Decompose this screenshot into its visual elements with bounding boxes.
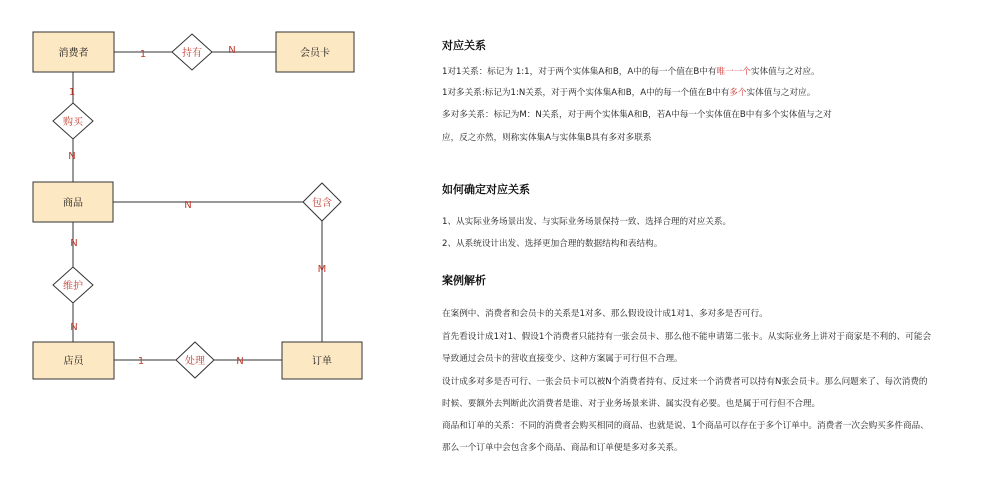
determine-item-2: 2、从系统设计出发、选择更加合理的数据结构和表结构。: [442, 239, 663, 249]
one-to-many-text-before: 1对多关系:标记为1:N关系，对于两个实体集A和B，A中的每一个值在B中有: [442, 88, 730, 98]
one-to-one-highlight: 唯一一个: [716, 67, 751, 77]
relationship-contains-label: 包含: [312, 198, 332, 209]
case-paragraph-2-line1: 首先看设计成1对1、假设1个消费者只能持有一张会员卡、那么他不能申请第二张卡。从实际业务上讲对于商家是不利的、可能会: [442, 332, 932, 342]
entity-product: [33, 182, 113, 222]
relationship-holds-label: 持有: [182, 48, 202, 59]
cardinality-handles-order: N: [236, 356, 244, 367]
cardinality-product-contains: N: [184, 200, 192, 211]
cardinality-product-maintains: N: [70, 238, 78, 249]
relationship-handles: [176, 342, 214, 378]
entity-member-card-label: 会员卡: [300, 48, 330, 59]
one-to-one-text-before: 1对1关系：标记为 1:1，对于两个实体集A和B，A中的每一个值在B中有: [442, 67, 717, 77]
one-to-many-text-after: 实体值与之对应。: [746, 88, 816, 98]
relationship-buys: [53, 103, 93, 139]
entity-order-label: 订单: [312, 356, 332, 367]
entity-member-card: [276, 32, 354, 72]
cardinality-consumer-buys: 1: [68, 87, 76, 98]
cardinality-holds-card: N: [228, 45, 236, 56]
cardinality-clerk-handles: 1: [137, 356, 145, 367]
section-title-case-study: 案例解析: [442, 274, 486, 287]
cardinality-contains-order: M: [317, 264, 327, 275]
entity-consumer-label: 消费者: [58, 48, 89, 59]
many-to-many-description-line1: 多对多关系：标记为M：N关系，对于两个实体集A和B，若A中每一个实体值在B中有多个实体值与之对: [442, 110, 832, 120]
relationship-maintains-label: 维护: [63, 281, 83, 292]
case-paragraph-3-line2: 时候、要额外去判断此次消费者是谁、对于业务场景来讲、属实没有必要。也是属于可行但不合理。: [442, 399, 821, 409]
er-diagram: [0, 0, 440, 500]
one-to-many-description: [442, 89, 815, 98]
cardinality-maintains-clerk: N: [70, 322, 78, 333]
case-paragraph-2-line2: 导致通过会员卡的营收直接变少、这种方案属于可行但不合理。: [442, 354, 683, 364]
one-to-one-text-after: 实体值与之对应。: [750, 67, 820, 77]
determine-item-1: 1、从实际业务场景出发、与实际业务场景保持一致、选择合理的对应关系。: [442, 217, 732, 227]
relationship-handles-label: 处理: [185, 356, 205, 367]
case-paragraph-1: 在案例中、消费者和会员卡的关系是1对多、那么假设设计成1对1、多对多是否可行。: [442, 309, 768, 319]
entity-product-label: 商品: [63, 198, 83, 209]
case-paragraph-3-line1: 设计成多对多是否可行、一张会员卡可以被N个消费者持有、反过来一个消费者可以持有N张会员卡。那么问题来了、每次消费的: [442, 377, 928, 387]
entity-clerk: [33, 342, 114, 379]
entity-order: [282, 342, 362, 379]
one-to-one-description: [442, 68, 820, 77]
relationship-buys-label: 购买: [63, 117, 83, 128]
case-paragraph-4-line2: 那么一个订单中会包含多个商品、商品和订单便是多对多关系。: [442, 443, 683, 453]
cardinality-consumer-holds: 1: [139, 49, 147, 60]
relationship-maintains: [53, 267, 93, 303]
entity-consumer: [33, 32, 114, 72]
case-paragraph-4-line1: 商品和订单的关系：不同的消费者会购买相同的商品、也就是说、1个商品可以存在于多个订单中。消费者一次会购买多件商品、: [442, 421, 929, 431]
cardinality-buys-product: N: [68, 151, 76, 162]
section-title-determine: 如何确定对应关系: [442, 183, 530, 196]
relationship-holds: [172, 34, 212, 70]
one-to-many-highlight: 多个: [729, 88, 747, 98]
many-to-many-description-line2: 应，反之亦然，则称实体集A与实体集B具有多对多联系: [442, 133, 652, 143]
section-title-relationships: 对应关系: [442, 39, 486, 52]
relationship-contains: [303, 183, 341, 221]
entity-clerk-label: 店员: [63, 356, 84, 367]
